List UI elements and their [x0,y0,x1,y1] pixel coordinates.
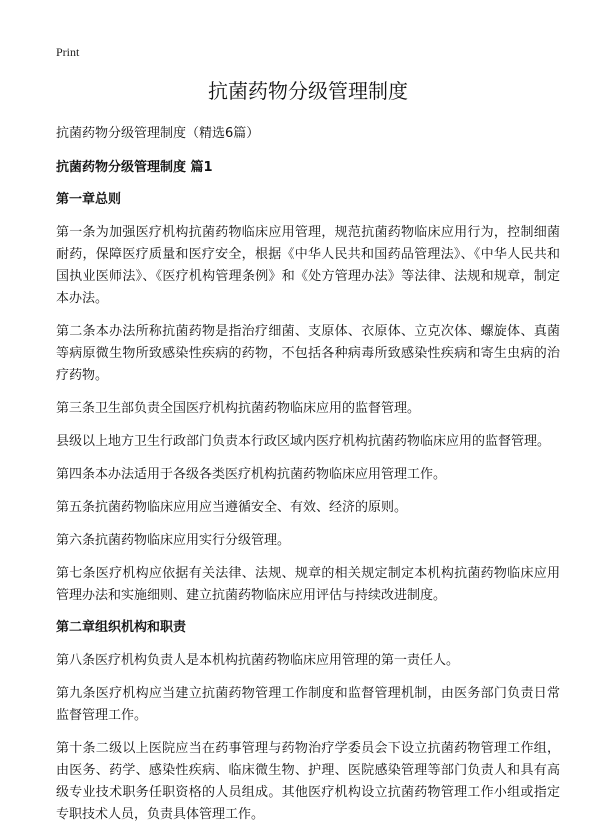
document-subtitle: 抗菌药物分级管理制度（精选6篇） [56,126,260,141]
article-heading: 抗菌药物分级管理制度 篇1 [56,160,213,175]
paragraph-article-2: 第二条本办法所称抗菌药物是指治疗细菌、支原体、衣原体、立克次体、螺旋体、真菌等病原微生物所致感染性疾病的药物，不包括各种病毒所致感染性疾病和寄生虫病的治疗药物。 [56,324,560,383]
chapter-heading-2: 第二章组织机构和职责 [56,620,187,635]
paragraph-article-1: 第一条为加强医疗机构抗菌药物临床应用管理，规范抗菌药物临床应用行为，控制细菌耐药，保障医疗质量和医疗安全，根据《中华人民共和国药品管理法》、《中华人民共和国执业医师法》、《医疗机构管理条例》和《处方管理办法》等法律、法规和规章，制定本办法。 [56,225,560,306]
paragraph-article-3-cont: 县级以上地方卫生行政部门负责本行政区域内医疗机构抗菌药物临床应用的监督管理。 [56,434,551,449]
document-title: 抗菌药物分级管理制度 [208,79,408,103]
paragraph-article-5: 第五条抗菌药物临床应用应当遵循安全、有效、经济的原则。 [56,500,408,515]
paragraph-article-3: 第三条卫生部负责全国医疗机构抗菌药物临床应用的监督管理。 [56,401,421,416]
paragraph-article-10: 第十条二级以上医院应当在药事管理与药物治疗学委员会下设立抗菌药物管理工作组，由医务、药学、感染性疾病、临床微生物、护理、医院感染管理等部门负责人和具有高级专业技术职务任职资格的人员组成。其他医疗机构设立抗菌药物管理工作小组或指定专职技术人员，负责具体管理工作。 [56,741,560,822]
print-link[interactable]: Print [56,45,80,59]
paragraph-article-9: 第九条医疗机构应当建立抗菌药物管理工作制度和监督管理机制，由医务部门负责日常监督管理工作。 [56,686,560,723]
chapter-heading-1: 第一章总则 [56,192,122,207]
paragraph-article-8: 第八条医疗机构负责人是本机构抗菌药物临床应用管理的第一责任人。 [56,653,460,668]
paragraph-article-6: 第六条抗菌药物临床应用实行分级管理。 [56,533,291,548]
paragraph-article-7: 第七条医疗机构应依据有关法律、法规、规章的相关规定制定本机构抗菌药物临床应用管理办法和实施细则、建立抗菌药物临床应用评估与持续改进制度。 [56,566,560,603]
paragraph-article-4: 第四条本办法适用于各级各类医疗机构抗菌药物临床应用管理工作。 [56,467,447,482]
